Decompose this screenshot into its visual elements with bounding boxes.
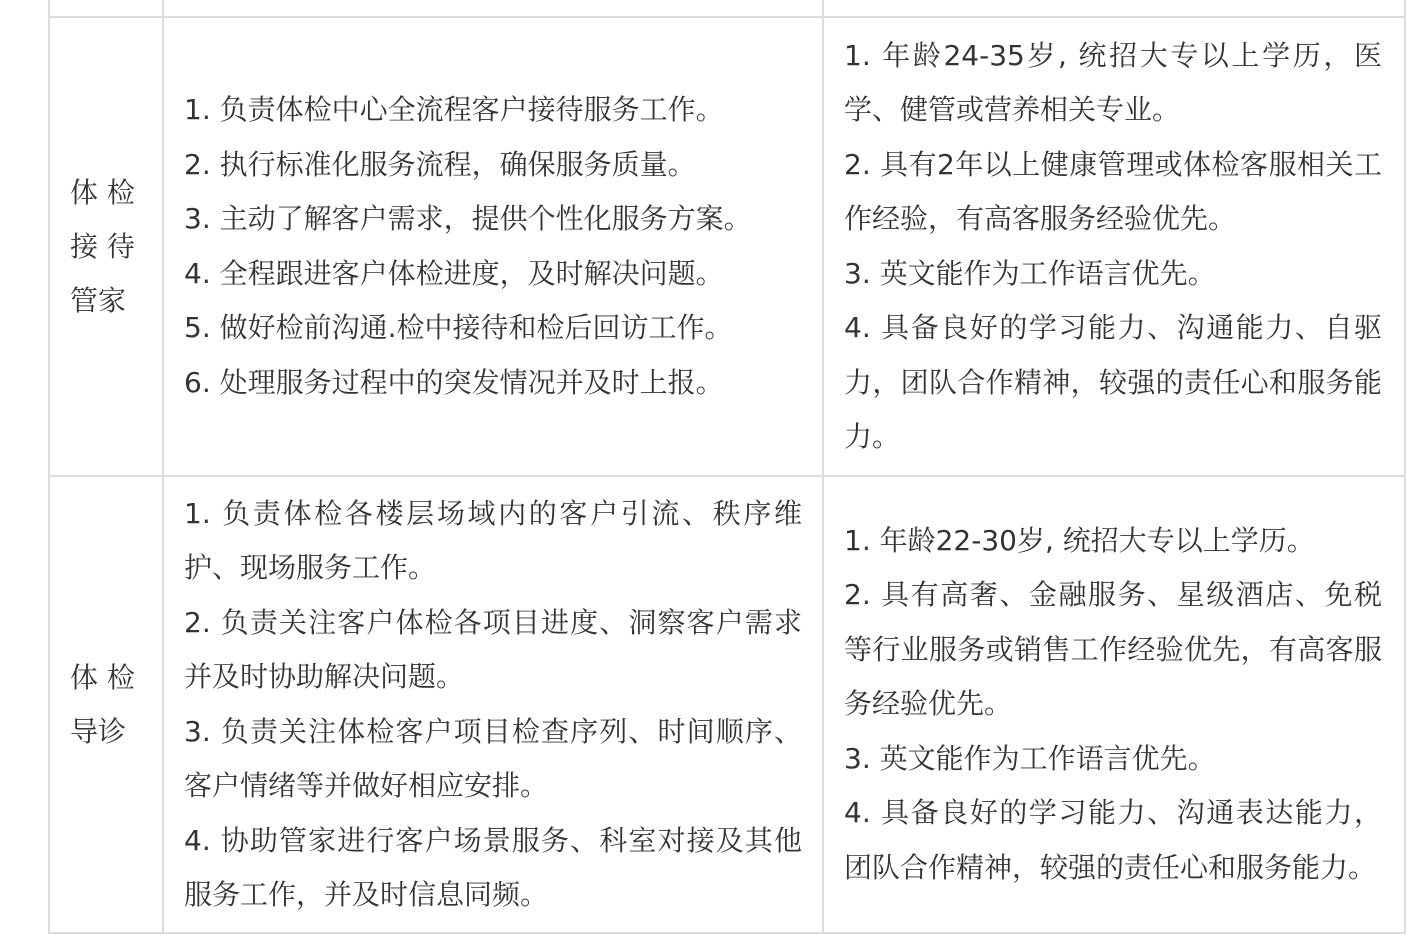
role-name: 体 检 导诊 xyxy=(70,660,135,748)
list-item: 6. 处理服务过程中的突发情况并及时上报。 xyxy=(184,365,724,399)
list-item: 1. 负责体检中心全流程客户接待服务工作。 xyxy=(184,93,724,126)
cell-empty xyxy=(50,0,164,16)
requirements-cell xyxy=(824,18,1400,475)
requirements-list xyxy=(844,514,1382,896)
list-item: 4. 协助管家进行客户场景服务、科室对接及其他服务工作，并及时信息同频。 xyxy=(184,823,802,911)
list-item: 3. 主动了解客户需求，提供个性化服务方案。 xyxy=(184,202,752,235)
role-cell xyxy=(50,18,164,475)
cell-empty xyxy=(164,0,824,16)
list-item: 2. 执行标准化服务流程，确保服务质量。 xyxy=(184,147,696,181)
list-item: 1. 年龄24-35岁, 统招大专以上学历，医学、健管或营养相关专业。 xyxy=(844,38,1382,126)
duties-cell xyxy=(164,477,824,932)
list-item: 2. 具有高奢、金融服务、星级酒店、免税等行业服务或销售工作经验优先，有高客服务经验优先。 xyxy=(844,578,1382,721)
list-item: 2. 负责关注客户体检各项目进度、洞察客户需求并及时协助解决问题。 xyxy=(184,605,802,693)
requirements-list xyxy=(844,29,1382,465)
duties-list xyxy=(184,83,802,410)
duties-cell xyxy=(164,18,824,475)
role-name: 体 检 接 待 管家 xyxy=(70,175,135,317)
list-item: 3. 英文能作为工作语言优先。 xyxy=(844,741,1216,775)
list-item: 1. 负责体检各楼层场域内的客户引流、秩序维护、现场服务工作。 xyxy=(184,496,802,584)
role-cell xyxy=(50,477,164,932)
duties-list xyxy=(184,487,802,923)
list-item: 4. 具备良好的学习能力、沟通能力、自驱力，团队合作精神，较强的责任心和服务能力。 xyxy=(844,311,1382,453)
table-row xyxy=(50,18,1404,477)
list-item: 2. 具有2年以上健康管理或体检客服相关工作经验，有高客服务经验优先。 xyxy=(844,147,1382,235)
job-table xyxy=(48,0,1406,934)
list-item: 4. 全程跟进客户体检进度，及时解决问题。 xyxy=(184,256,724,290)
cell-empty xyxy=(824,0,1400,16)
list-item: 3. 负责关注体检客户项目检查序列、时间顺序、客户情绪等并做好相应安排。 xyxy=(184,714,802,802)
table-row-top-partial xyxy=(50,0,1404,18)
requirements-cell xyxy=(824,477,1400,932)
list-item: 1. 年龄22-30岁, 统招大专以上学历。 xyxy=(844,523,1315,557)
list-item: 3. 英文能作为工作语言优先。 xyxy=(844,256,1216,290)
list-item: 5. 做好检前沟通.检中接待和检后回访工作。 xyxy=(184,311,733,344)
list-item: 4. 具备良好的学习能力、沟通表达能力，团队合作精神，较强的责任心和服务能力。 xyxy=(844,796,1382,884)
table-row xyxy=(50,477,1404,934)
